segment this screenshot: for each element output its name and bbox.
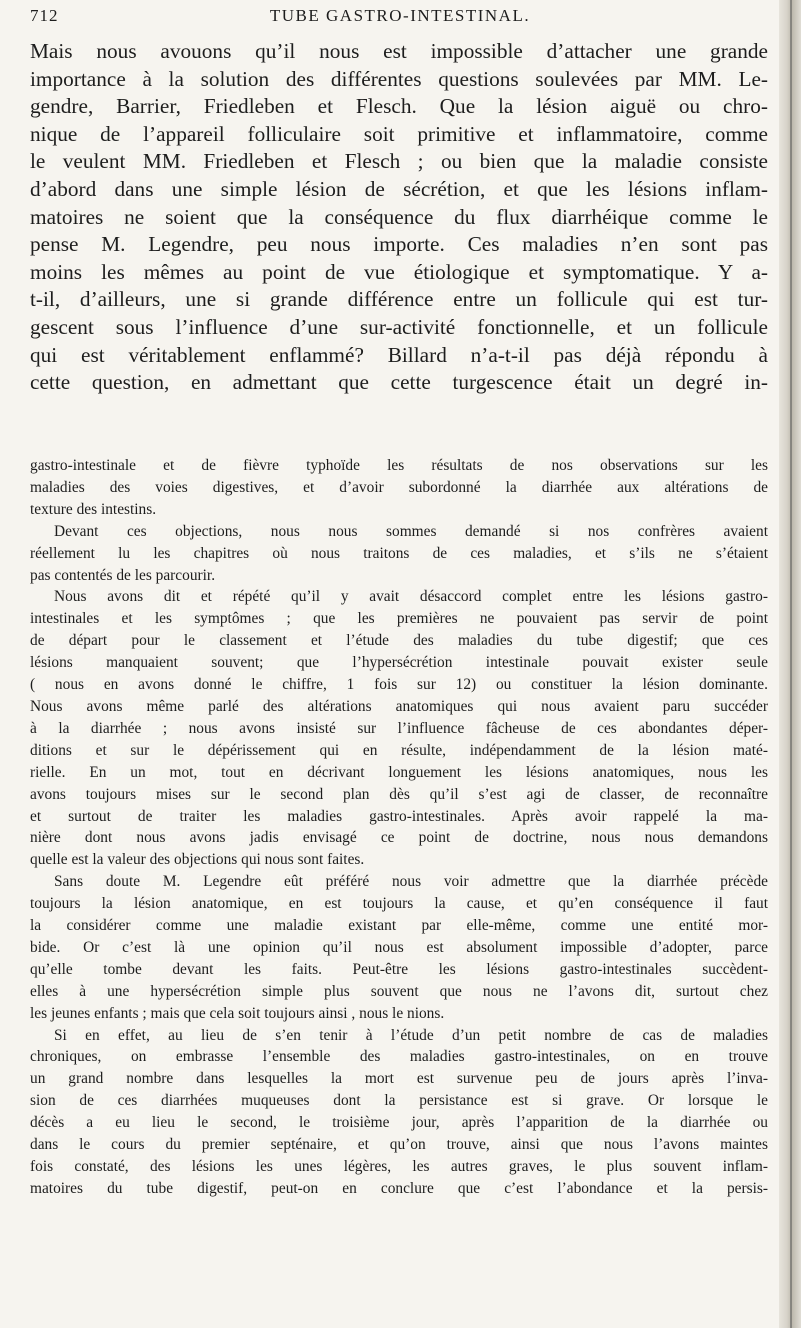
- footnote-line: à la diarrhée ; nous avons insisté sur l’influence fâcheuse de ces abondantes déper-: [30, 719, 768, 737]
- footnote-line: Devant ces objections, nous nous sommes demandé si nos confrères avaient: [54, 522, 768, 540]
- footnote-line: qu’elle tombe devant les faits. Peut-être les lésions gastro-intestinales succèdent-: [30, 960, 768, 978]
- footnote-line: dans le cours du premier septénaire, et qu’on trouve, ainsi que nous l’avons maintes: [30, 1136, 768, 1154]
- footnote-line: décès a eu lieu le second, le troisième jour, après l’apparition de la diarrhée ou: [30, 1114, 768, 1132]
- page-header: [30, 6, 770, 32]
- main-text-line: gendre, Barrier, Friedleben et Flesch. Que la lésion aiguë ou chro-: [30, 94, 768, 119]
- footnote-line: un grand nombre dans lesquelles la mort est survenue peu de jours après l’inva-: [30, 1070, 768, 1088]
- footnote-line: Nous avons même parlé des altérations anatomiques qui nous avaient paru succéder: [30, 697, 768, 715]
- main-text-line: moins les mêmes au point de vue étiologique et symptomatique. Y a-: [30, 259, 768, 284]
- footnote-line: quelle est la valeur des objections qui nous sont faites.: [30, 851, 365, 869]
- main-text-line: matoires ne soient que la conséquence du flux diarrhéique comme le: [30, 204, 768, 229]
- footnote-line: rielle. En un mot, tout en décrivant longuement les lésions anatomiques, nous les: [30, 763, 768, 781]
- main-text-line: Mais nous avouons qu’il nous est impossible d’attacher une grande: [30, 39, 768, 63]
- footnote-line: fois constaté, des lésions les unes légères, les autres graves, le plus souvent inflam-: [30, 1158, 768, 1175]
- footnote-line: lésions manquaient souvent; que l’hypersécrétion intestinale pouvait exister seule: [30, 654, 768, 672]
- main-text-line: gescent sous l’influence d’une sur-activité fonctionnelle, et un follicule: [30, 314, 768, 339]
- page-number: 712: [30, 6, 59, 25]
- footnote-line: avons toujours mises sur le second plan dès qu’il s’est agi de classer, de reconnaître: [30, 785, 768, 803]
- footnote-line: ( nous en avons donné le chiffre, 1 fois sur 12) ou constituer la lésion dominante.: [30, 676, 768, 694]
- footnote-line: et surtout de traiter les maladies gastro-intestinales. Après avoir rappelé la ma-: [30, 807, 768, 825]
- footnote-line: gastro-intestinale et de fièvre typhoïde les résultats de nos observations sur les: [30, 457, 768, 474]
- main-text-line: importance à la solution des différentes questions soulevées par MM. Le-: [30, 66, 768, 91]
- main-text-line: cette question, en admettant que cette turgescence était un degré in-: [30, 370, 768, 395]
- running-title: TUBE GASTRO-INTESTINAL.: [269, 6, 531, 25]
- footnote-line: Si en effet, au lieu de s’en tenir à l’étude d’un petit nombre de cas de maladies: [54, 1026, 768, 1044]
- main-text-line: qui est véritablement enflammé? Billard n’a-t-il pas déjà répondu à: [30, 342, 768, 367]
- footnote-line: nière dont nous avons jadis envisagé ce point de doctrine, nous nous demandons: [30, 829, 768, 847]
- footnote-block: [30, 455, 768, 1200]
- footnote-line: toujours la lésion anatomique, en est toujours la cause, et qu’en conséquence il faut: [30, 895, 768, 913]
- main-text-line: le veulent MM. Friedleben et Flesch ; ou bien que la maladie consiste: [30, 149, 768, 174]
- footnote-line: pas contentés de les parcourir.: [30, 566, 216, 584]
- footnote-line: intestinales et les symptômes ; que les premières ne pouvaient pas servir de point: [30, 610, 768, 628]
- footnote-line: la considérer comme une maladie existant par elle-même, comme une entité mor-: [30, 917, 768, 935]
- main-text-line: pense M. Legendre, peu nous importe. Ces maladies n’en sont pas: [30, 232, 768, 257]
- footnote-line: les jeunes enfants ; mais que cela soit toujours ainsi , nous le nions.: [30, 1004, 445, 1022]
- footnote-line: texture des intestins.: [30, 500, 157, 518]
- main-paragraph: [30, 38, 768, 397]
- footnote-line: réellement lu les chapitres où nous traitons de ces maladies, et s’ils ne s’étaient: [30, 544, 768, 562]
- footnote-line: de départ pour le classement et l’étude des maladies du tube digestif; que ces: [30, 632, 768, 650]
- footnote-line: ditions et sur le dépérissement qui en résulte, indépendamment de la lésion maté-: [30, 741, 768, 759]
- footnote-line: chroniques, on embrasse l’ensemble des maladies gastro-intestinales, on en trouve: [30, 1048, 768, 1066]
- footnote-line: elles à une hypersécrétion simple plus souvent que nous ne l’avons dit, surtout chez: [30, 982, 768, 1000]
- main-text-line: nique de l’appareil folliculaire soit primitive et inflammatoire, comme: [30, 121, 768, 146]
- footnote-line: bide. Or c’est là une opinion qu’il nous est absolument impossible d’adopter, parce: [30, 938, 768, 956]
- main-text-line: t-il, d’ailleurs, une si grande différence entre un follicule qui est tur-: [30, 287, 768, 312]
- main-text-line: d’abord dans une simple lésion de sécrétion, et que les lésions inflam-: [30, 176, 768, 201]
- binding-line: [790, 0, 792, 1328]
- footnote-line: Sans doute M. Legendre eût préféré nous voir admettre que la diarrhée précède: [54, 873, 768, 891]
- footnote-line: matoires du tube digestif, peut-on en conclure que c’est l’abondance et la persis-: [30, 1179, 768, 1197]
- footnote-line: Nous avons dit et répété qu’il y avait désaccord complet entre les lésions gastro-: [54, 588, 768, 606]
- footnote-line: maladies des voies digestives, et d’avoir subordonné la diarrhée aux altérations de: [30, 478, 768, 496]
- footnote-line: sion de ces diarrhées muqueuses dont la persistance est si grave. Or lorsque le: [30, 1092, 768, 1110]
